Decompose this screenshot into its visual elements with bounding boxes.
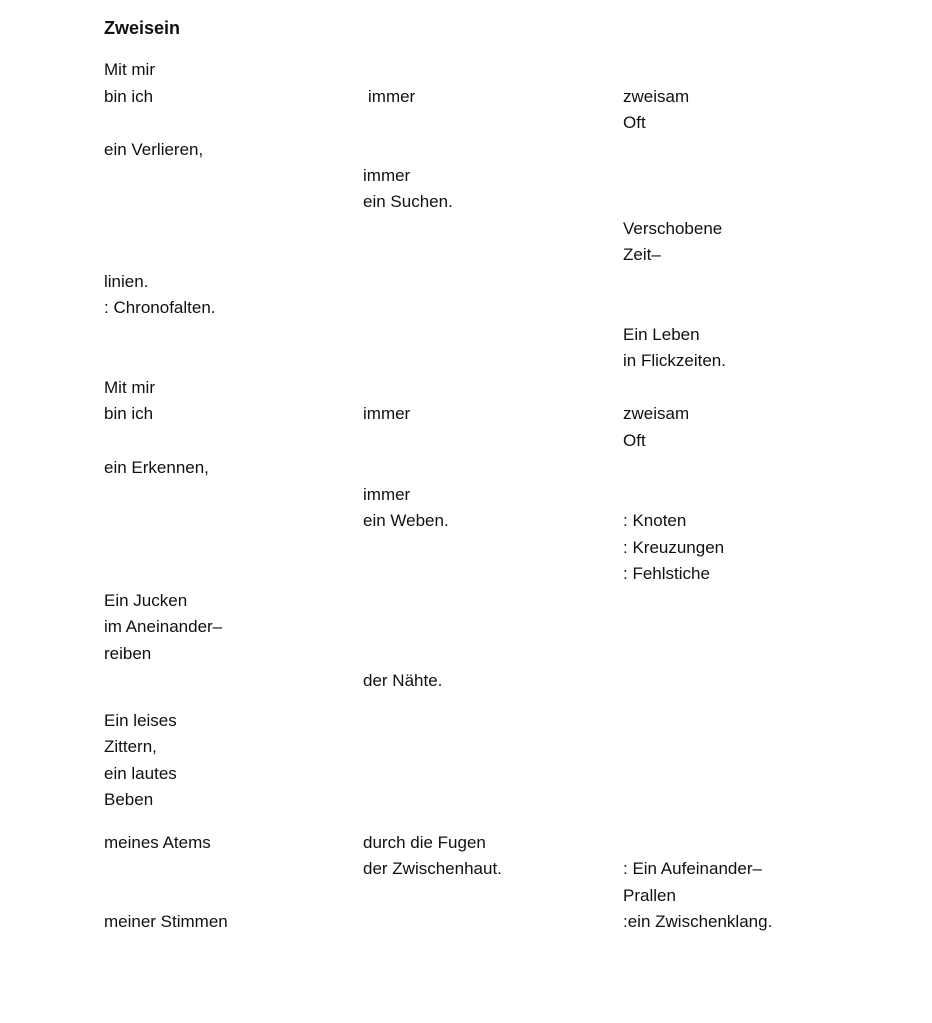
poem-line: immer — [363, 404, 411, 423]
poem-line: Mit mir — [104, 378, 155, 397]
poem-line: ein Erkennen, — [104, 458, 209, 477]
poem-line: : Knoten — [623, 511, 687, 530]
poem-line: Ein leises — [104, 711, 177, 730]
poem-line: Prallen — [623, 886, 676, 905]
poem-line: bin ich — [104, 87, 154, 106]
poem-line: : Ein Aufeinander– — [623, 859, 762, 878]
poem-line: Oft — [623, 113, 646, 132]
poem-line: immer — [363, 166, 411, 185]
poem-line: : Chronofalten. — [104, 298, 216, 317]
poem-line: Ein Jucken — [104, 591, 188, 610]
poem-line: meiner Stimmen — [104, 912, 228, 931]
poem-line: immer — [368, 87, 416, 106]
poem-line: im Aneinander– — [104, 617, 223, 636]
poem-line: Beben — [104, 790, 154, 809]
poem-line: der Nähte. — [363, 671, 443, 690]
poem-line: ein Verlieren, — [104, 140, 204, 159]
poem-line: ein Suchen. — [363, 192, 453, 211]
poem-line: immer — [363, 485, 411, 504]
poem-line: durch die Fugen — [363, 833, 486, 852]
poem-line: ein lautes — [104, 764, 177, 783]
poem-line: :ein Zwischenklang. — [623, 912, 773, 931]
poem-line: zweisam — [623, 404, 690, 423]
poem-line: linien. — [104, 272, 149, 291]
poem-line: Ein Leben — [623, 325, 700, 344]
poem-line: Mit mir — [104, 60, 155, 79]
poem-line: in Flickzeiten. — [623, 351, 726, 370]
poem-line: Zeit– — [623, 245, 661, 264]
poem-line: meines Atems — [104, 833, 211, 852]
poem-line: Oft — [623, 431, 646, 450]
poem-line: Verschobene — [623, 219, 723, 238]
poem-line: Zittern, — [104, 737, 157, 756]
poem-line: : Kreuzungen — [623, 538, 725, 557]
poem-line: zweisam — [623, 87, 690, 106]
poem-line: der Zwischenhaut. — [363, 859, 502, 878]
poem-line: : Fehlstiche — [623, 564, 710, 583]
poem-line: bin ich — [104, 404, 154, 423]
poem-title: Zweisein — [104, 18, 181, 38]
poem-line: reiben — [104, 644, 152, 663]
poem-line: ein Weben. — [363, 511, 449, 530]
